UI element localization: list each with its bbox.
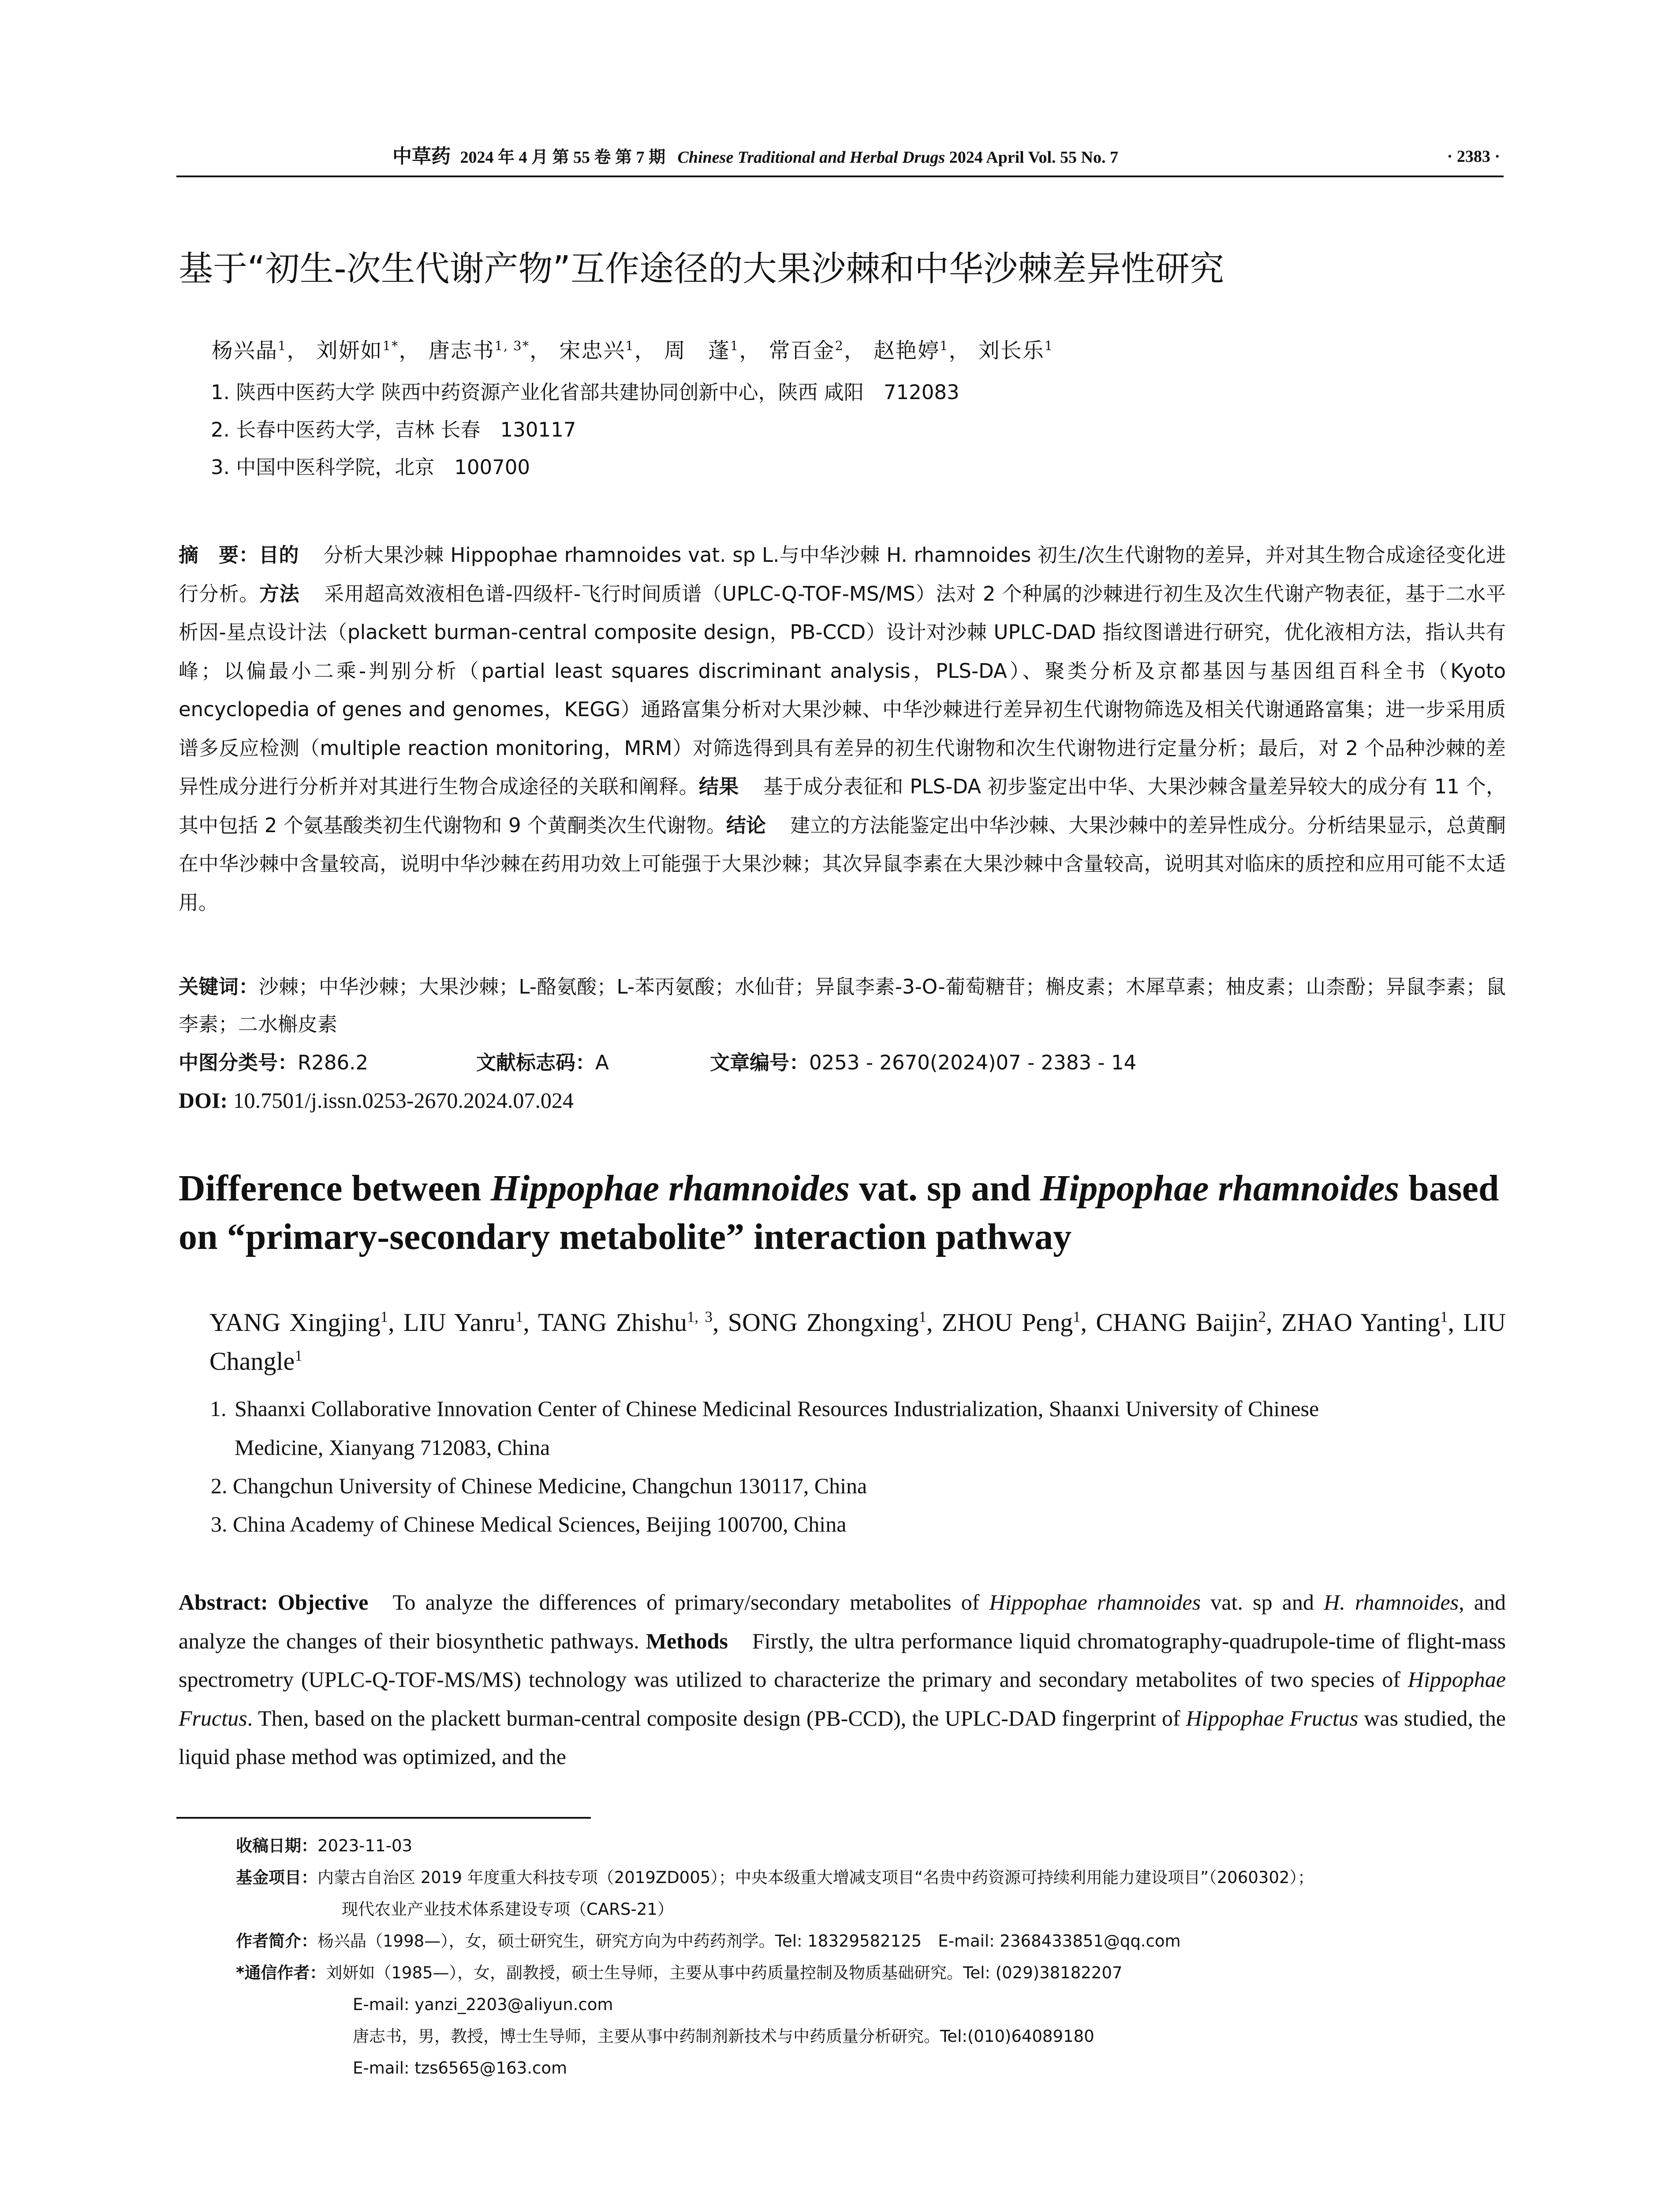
header-rule bbox=[176, 176, 1504, 177]
doi-line bbox=[179, 1083, 574, 1118]
footnotes bbox=[236, 1830, 1506, 2084]
issue-zh: 2024 年 4 月 第 55 卷 第 7 期 bbox=[460, 148, 666, 167]
title-en: Difference between Hippophae rhamnoides vat. sp and Hippophae rhamnoides based on “primary-secondary metabolite” interaction pathway bbox=[179, 1168, 1499, 1257]
affiliation-en-1: 1. Shaanxi Collaborative Innovation Center of Chinese Medicinal Resources Industrialization, Shaanxi University of Chinese Medicine, Xianyang 712083, China bbox=[210, 1396, 1319, 1460]
author-en: SONG Zhongxing$^1$ bbox=[728, 1308, 926, 1337]
author-bio: 作者简介：杨兴晶（1998—），女，硕士研究生，研究方向为中药药剂学。Tel: 18329582125 E-mail: 2368433851@qq.com bbox=[236, 1932, 1181, 1951]
author-zh: 杨兴晶$^1$ bbox=[212, 338, 287, 363]
author-zh: 唐志书$^{1, 3*}$ bbox=[428, 338, 530, 363]
objective-text: 分析大果沙棘 Hippophae rhamnoides vat. sp L.与中华沙棘 H. rhamnoides 初生/次生代谢物的差异，并对其生物合成途径变化进行分析。 bbox=[179, 543, 1506, 605]
keywords-label: 关键词： bbox=[179, 975, 259, 998]
keywords-zh bbox=[179, 968, 1506, 1043]
issue-en: 2024 April Vol. 55 No. 7 bbox=[949, 148, 1118, 167]
conclusion-text: 建立的方法能鉴定出中华沙棘、大果沙棘中的差异性成分。分析结果显示，总黄酮在中华沙棘中含量较高，说明中华沙棘在药用功效上可能强于大果沙棘；其次异鼠李素在大果沙棘中含量较高，说明其对临床的质控和应用可能不太适用。 bbox=[179, 813, 1506, 914]
author-zh: 刘妍如$^{1*}$ bbox=[316, 338, 399, 363]
affiliation-zh-1: 1. 陕西中医药大学 陕西中药资源产业化省部共建协同创新中心，陕西 咸阳 712083 bbox=[211, 381, 959, 404]
affiliation-en-2: 2. Changchun University of Chinese Medicine, Changchun 130117, China bbox=[211, 1473, 867, 1498]
author-zh: 刘长乐$^1$ bbox=[978, 338, 1054, 363]
author-zh: 周 蓬$^1$ bbox=[664, 338, 739, 363]
methods-label: 方法 bbox=[259, 582, 300, 605]
page-number: · 2383 · bbox=[1447, 147, 1500, 166]
corresponding-email-1: E-mail: yanzi_2203@aliyun.com bbox=[353, 1995, 613, 2014]
running-header bbox=[179, 143, 1504, 170]
journal-name-en: Chinese Traditional and Herbal Drugs bbox=[677, 148, 945, 167]
conclusion-label: 结论 bbox=[726, 813, 766, 837]
fund-info: 基金项目：内蒙古自治区 2019 年度重大科技专项（2019ZD005）；中央本级重大增减支项目“名贵中药资源可持续利用能力建设项目”（2060302）； bbox=[236, 1868, 1314, 1887]
results-text: 基于成分表征和 PLS-DA 初步鉴定出中华、大果沙棘含量差异较大的成分有 11 个，其中包括 2 个氨基酸类初生代谢物和 9 个黄酮类次生代谢物。 bbox=[179, 775, 1506, 837]
title-zh: 基于“初生-次生代谢产物”互作途径的大果沙棘和中华沙棘差异性研究 bbox=[179, 249, 1224, 289]
author-en: ZHAO Yanting$^1$ bbox=[1281, 1308, 1448, 1337]
received-date: 收稿日期：2023-11-03 bbox=[236, 1836, 413, 1855]
clc-item: 中图分类号：R286.2 bbox=[179, 1051, 369, 1074]
corresponding-email-2: E-mail: tzs6565@163.com bbox=[353, 2059, 567, 2078]
methods-en-label: Methods bbox=[646, 1628, 728, 1653]
fund-info-cont: 现代农业产业技术体系建设专项（CARS-21） bbox=[342, 1900, 674, 1919]
authors-en: YANG Xingjing$^1$, LIU Yanru$^1$, TANG Zhishu$^{1, 3}$, SONG Zhongxing$^1$, ZHOU Peng$^1$, CHANG Baijin$^2$, ZHAO Yanting$^1$, LIU Changle$^1$ bbox=[209, 1308, 1506, 1375]
author-zh: 常百金$^2$ bbox=[769, 338, 844, 363]
footnote-rule bbox=[176, 1817, 591, 1819]
author-en: LIU Yanru$^1$ bbox=[403, 1308, 523, 1337]
author-zh: 赵艳婷$^1$ bbox=[874, 338, 949, 363]
journal-info bbox=[392, 143, 1118, 171]
author-en: ZHOU Peng$^1$ bbox=[941, 1308, 1081, 1337]
affiliation-zh-2: 2. 长春中医药大学，吉林 长春 130117 bbox=[211, 418, 576, 441]
classification-line bbox=[179, 1045, 1137, 1080]
corresponding-author-2: 唐志书，男，教授，博士生导师，主要从事中药制剂新技术与中药质量分析研究。Tel:(010)64089180 bbox=[353, 2027, 1094, 2046]
affiliation-en-3: 3. China Academy of Chinese Medical Sciences, Beijing 100700, China bbox=[211, 1512, 847, 1536]
abstract-en: Abstract: Objective To analyze the differences of primary/secondary metabolites of Hippophae rhamnoides vat. sp and H. rhamnoides, and analyze the changes of their biosynthetic pathways. Methods Firstly, the ultra performance liquid chromatography-quadrupole-time of flight-mass spectrometry (UPLC-Q-TOF-MS/MS) technology was utilized to characterize the primary and secondary metabolites of two species of Hippophae Fructus. Then, based on the plackett burman-central composite design (PB-CCD), the UPLC-DAD fingerprint of Hippophae Fructus was studied, the liquid phase method was optimized, and the bbox=[179, 1590, 1506, 1769]
abstract-zh bbox=[179, 536, 1506, 922]
corresponding-author: *通信作者：刘妍如（1985—），女，副教授，硕士生导师，主要从事中药质量控制及物质基础研究。Tel: (029)38182207 bbox=[236, 1963, 1123, 1982]
authors-zh: 杨兴晶$^1$， 刘妍如$^{1*}$， 唐志书$^{1, 3*}$， 宋忠兴$^1$， 周 蓬$^1$， 常百金$^2$， 赵艳婷$^1$， 刘长乐$^1$ bbox=[212, 338, 1054, 363]
results-label: 结果 bbox=[698, 775, 739, 798]
affiliation-zh-3: 3. 中国中医科学院，北京 100700 bbox=[211, 456, 530, 479]
doi-label: DOI: bbox=[179, 1088, 228, 1113]
methods-text: 采用超高效液相色谱-四级杆-飞行时间质谱（UPLC-Q-TOF-MS/MS）法对 2 个种属的沙棘进行初生及次生代谢产物表征，基于二水平析因-星点设计法（plackett burman-central composite design，PB-CCD）设计对沙棘 UPLC-DAD 指纹图谱进行研究，优化液相方法，指认共有峰；以偏最小二乘-判别分析（partial least squares discriminant analysis，PLS-DA）、聚类分析及京都基因与基因组百科全书（Kyoto encyclopedia of genes and genomes，KEGG）通路富集分析对大果沙棘、中华沙棘进行差异初生代谢物筛选及相关代谢通路富集；进一步采用质谱多反应检测（multiple reaction monitoring，MRM）对筛选得到具有差异的初生代谢物和次生代谢物进行定量分析；最后，对 2 个品种沙棘的差异性成分进行分析并对其进行生物合成途径的关联和阐释。 bbox=[179, 582, 1506, 798]
author-en: YANG Xingjing$^1$ bbox=[209, 1308, 388, 1337]
author-zh: 宋忠兴$^1$ bbox=[559, 338, 635, 363]
doi-value: 10.7501/j.issn.0253-2670.2024.07.024 bbox=[233, 1088, 574, 1113]
author-en: TANG Zhishu$^{1, 3}$ bbox=[538, 1308, 713, 1337]
abstract-label: 摘 要： bbox=[179, 543, 259, 567]
keywords-text: 沙棘；中华沙棘；大果沙棘；L-酪氨酸；L-苯丙氨酸；水仙苷；异鼠李素-3-O-葡萄糖苷；槲皮素；木犀草素；柚皮素；山柰酚；异鼠李素；鼠李素；二水槲皮素 bbox=[179, 975, 1506, 1036]
doc-code-item: 文献标志码：A bbox=[476, 1051, 609, 1074]
article-number-item: 文章编号：0253 - 2670(2024)07 - 2383 - 14 bbox=[710, 1051, 1137, 1074]
author-en: LIU Changle$^1$ bbox=[209, 1308, 1506, 1375]
objective-label: 目的 bbox=[259, 543, 299, 567]
journal-brand: 中草药 bbox=[392, 146, 451, 167]
author-en: CHANG Baijin$^2$ bbox=[1096, 1308, 1266, 1337]
abstract-en-label: Abstract: Objective bbox=[179, 1590, 369, 1615]
